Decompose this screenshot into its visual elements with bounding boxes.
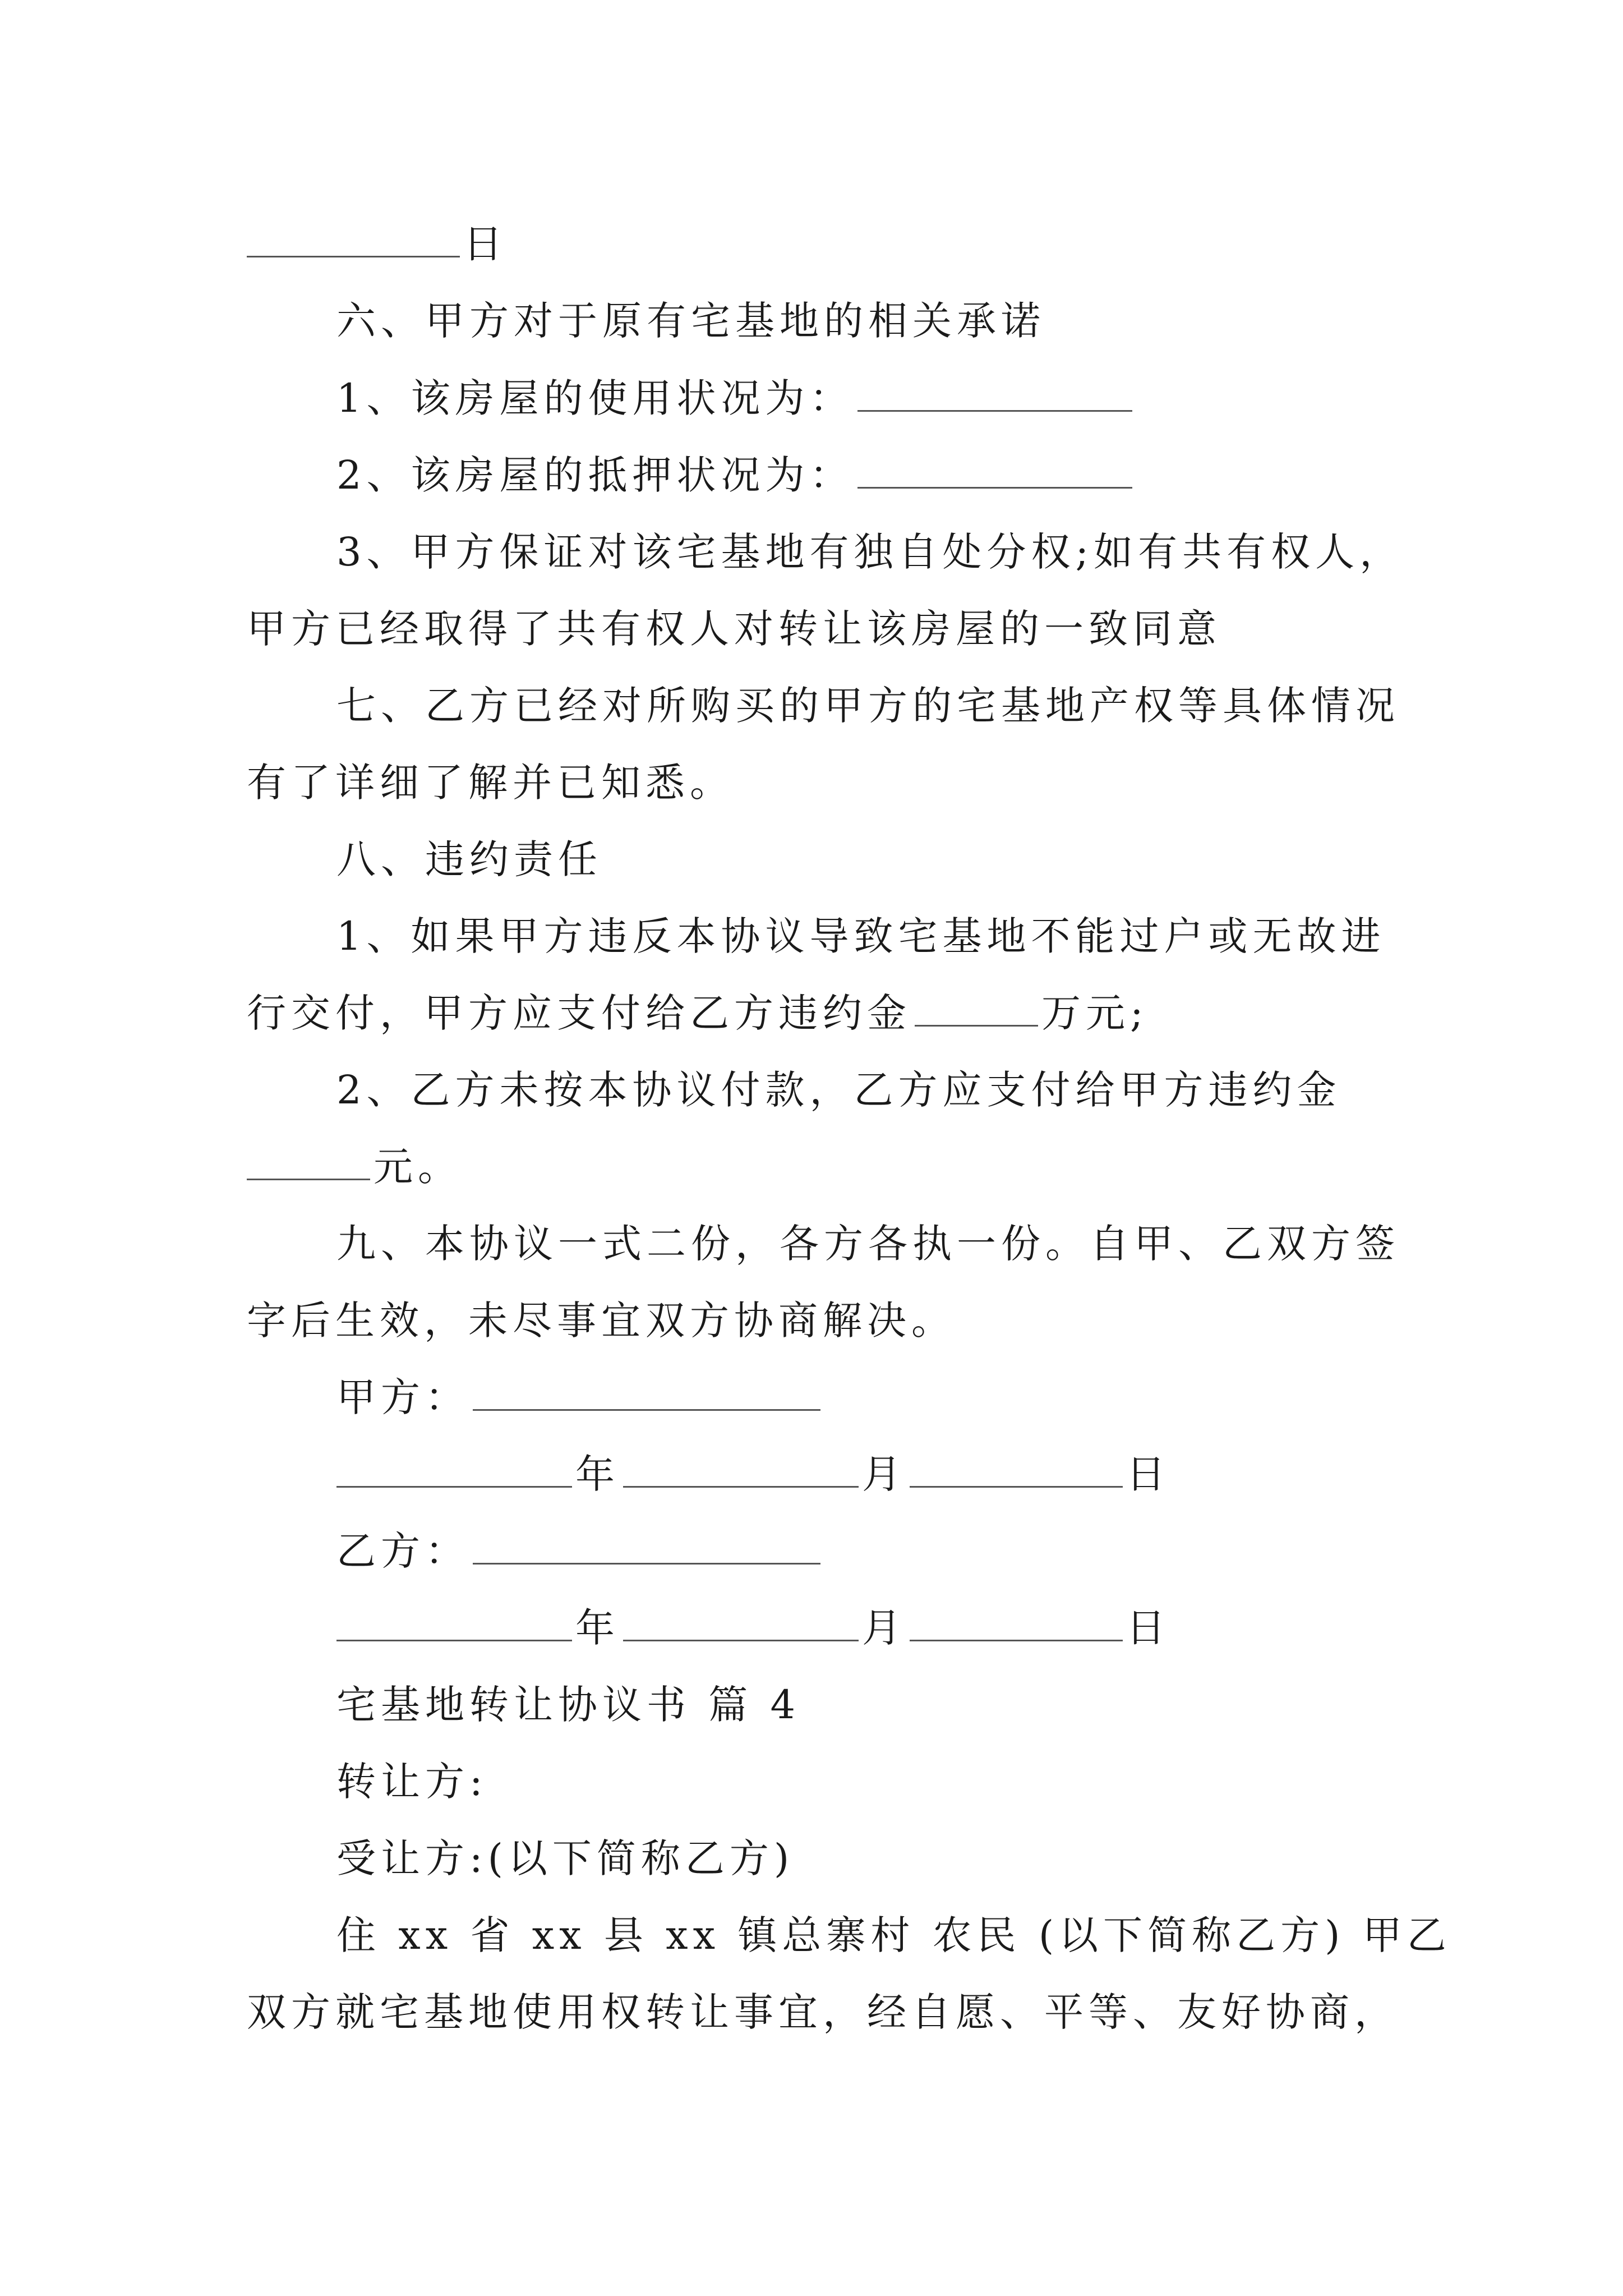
penalty-b-unit: 元。 [374,1144,462,1190]
paragraph-line: 1、如果甲方违反本协议导致宅基地不能过户或无故进 [336,913,1386,959]
party-a-label: 甲方： [336,1374,469,1420]
day-label: 日 [1126,1451,1170,1497]
year-blank [336,1451,572,1488]
penalty-b-line [247,1139,462,1195]
penalty-a-blank [915,990,1038,1027]
year-label: 年 [575,1605,620,1651]
day-blank [910,1605,1123,1641]
article-title: 宅基地转让协议书 篇 4 [336,1682,801,1728]
paragraph-line: 3、甲方保证对该宅基地有独自处分权;如有共有权人， [336,529,1404,575]
section-nine-line: 九、本协议一式二份，各方各执一份。自甲、乙双方签 [336,1221,1400,1267]
paragraph-line: 住 xx 省 xx 县 xx 镇总寨村 农民 (以下简称乙方) 甲乙 [336,1912,1451,1958]
paragraph-line: 字后生效，未尽事宜双方协商解决。 [247,1297,956,1343]
party-b-label: 乙方： [336,1528,469,1574]
day-blank [910,1451,1123,1488]
usage-status-line [336,370,1136,426]
penalty-b-blank [247,1144,370,1180]
date-day-line [247,216,508,272]
party-a-signature-line [336,1369,824,1425]
month-label: 月 [862,1605,906,1651]
transferee-label: 受让方:(以下简称乙方) [336,1835,795,1881]
penalty-a-line [247,985,1149,1041]
month-label: 月 [862,1451,906,1497]
mortgage-status-blank [857,452,1132,489]
party-a-blank [473,1374,820,1411]
usage-status-blank [857,375,1132,412]
party-b-signature-line [336,1523,824,1579]
section-seven-line: 七、乙方已经对所购买的甲方的宅基地产权等具体情况 [336,683,1400,729]
paragraph-line: 双方就宅基地使用权转让事宜，经自愿、平等、友好协商， [247,1989,1399,2035]
year-label: 年 [575,1451,620,1497]
penalty-a-text: 行交付，甲方应支付给乙方违约金 [247,990,911,1036]
transferor-label: 转让方: [336,1759,488,1805]
month-blank [623,1605,859,1641]
paragraph-line: 2、乙方未按本协议付款，乙方应支付给甲方违约金 [336,1067,1341,1113]
paragraph-line: 甲方已经取得了共有权人对转让该房屋的一致同意 [247,606,1221,652]
party-a-date-line [336,1446,1170,1502]
month-blank [623,1451,859,1488]
section-six-heading: 六、甲方对于原有宅基地的相关承诺 [336,298,1045,344]
mortgage-status-label: 2、该房屋的抵押状况为： [336,452,854,498]
section-eight-heading: 八、违约责任 [336,836,602,882]
day-label: 日 [1126,1605,1170,1651]
party-b-blank [473,1528,820,1565]
year-blank [336,1605,572,1641]
day-blank [247,221,460,257]
penalty-a-unit: 万元; [1041,990,1149,1036]
party-b-date-line [336,1600,1170,1656]
mortgage-status-line [336,447,1136,503]
paragraph-line: 有了详细了解并已知悉。 [247,760,734,806]
usage-status-label: 1、该房屋的使用状况为： [336,375,854,421]
day-label: 日 [463,221,508,267]
